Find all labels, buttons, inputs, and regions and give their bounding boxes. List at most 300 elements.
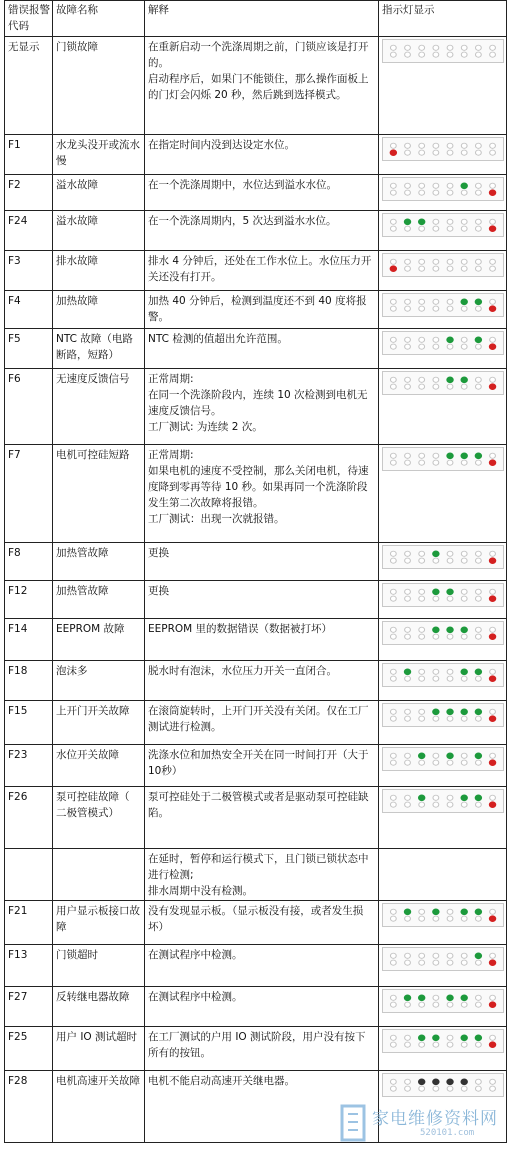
indicator-led-icon [461, 150, 467, 155]
indicator-led-icon [390, 377, 396, 382]
indicator-led-icon [419, 337, 425, 342]
indicator-led-icon [419, 377, 425, 382]
fault-code-table [4, 0, 507, 1143]
fault-code: F8 [5, 543, 53, 581]
indicator-led-icon [447, 802, 453, 807]
indicator-led-icon [489, 306, 495, 312]
fault-description: 排水 4 分钟后，还处在工作水位上。水位压力开关还没有打开。 [145, 251, 379, 291]
fault-name: 电机高速开关故障 [53, 1071, 145, 1143]
indicator-led-icon [405, 551, 411, 556]
fault-description: 电机不能启动高速开关继电器。 [145, 1071, 379, 1143]
indicator-led-icon [405, 1086, 411, 1091]
table-header-row [5, 1, 507, 37]
indicator-led-icon [490, 299, 496, 304]
indicator-led-icon [475, 384, 481, 389]
indicator-led-icon [405, 960, 411, 965]
indicator-led-icon [419, 596, 425, 601]
indicator-panel [382, 545, 504, 569]
fault-description: 在重新启动一个洗涤周期之前，门锁应该是打开的。 启动程序后，如果门不能锁住，那么操作面板上的门灯会闪烁 20 秒，然后跳到选择模式。 [145, 37, 379, 135]
indicator-led-icon [461, 1079, 467, 1085]
indicator-led-icon [390, 1086, 396, 1091]
fault-description: 在工厂测试的户用 IO 测试阶段，用户没有按下所有的按钮。 [145, 1027, 379, 1071]
indicator-led-icon [433, 259, 439, 264]
indicator-led-icon [475, 960, 481, 965]
indicator-led-icon [390, 916, 396, 921]
indicator-panel [382, 293, 504, 317]
indicator-led-icon [433, 795, 439, 800]
indicator-led-icon [461, 669, 467, 675]
indicator-led-icon [405, 377, 411, 382]
indicator-led-icon [475, 802, 481, 807]
indicator-led-icon [447, 795, 453, 800]
indicator-led-icon [390, 1035, 396, 1040]
fault-code: 无显示 [5, 37, 53, 135]
indicator-led-icon [475, 551, 481, 556]
fault-code: F4 [5, 291, 53, 329]
fault-description: 脱水时有泡沫，水位压力开关一直闭合。 [145, 661, 379, 701]
indicator-led-icon [433, 551, 439, 557]
header-code: 错误报警代码 [5, 1, 53, 37]
indicator-led-icon [447, 676, 453, 681]
indicator-led-icon [447, 760, 453, 765]
indicator-led-icon [419, 960, 425, 965]
indicator-led-icon [447, 1002, 453, 1007]
fault-code: F13 [5, 945, 53, 987]
indicator-led-icon [405, 1079, 411, 1084]
indicator-led-icon [475, 226, 481, 231]
indicator-led-icon [433, 716, 439, 721]
indicator-led-icon [475, 716, 481, 721]
indicator-led-icon [405, 1035, 411, 1040]
indicator-led-icon [490, 45, 496, 50]
fault-name: 用户显示板接口故障 [53, 901, 145, 945]
fault-name: 泡沫多 [53, 661, 145, 701]
indicator-led-icon [390, 226, 396, 231]
indicator-led-icon [418, 1035, 424, 1041]
indicator-led-icon [489, 634, 495, 640]
table-row [5, 619, 507, 661]
indicator-led-icon [461, 753, 467, 758]
fault-name: 电机可控硅短路 [53, 445, 145, 543]
indicator-led-icon [390, 709, 396, 714]
indicator-led-icon [433, 909, 439, 915]
indicator-led-icon [447, 219, 453, 224]
indicator-led-icon [433, 709, 439, 715]
indicator-led-icon [405, 760, 411, 765]
fault-description: NTC 检测的值超出允许范围。 [145, 329, 379, 369]
indicator-led-icon [419, 460, 425, 465]
indicator-led-icon [433, 337, 439, 342]
indicator-led-icon [433, 676, 439, 681]
indicator-led-icon [447, 183, 453, 188]
indicator-led-icon [433, 953, 439, 958]
indicator-led-icon [419, 266, 425, 271]
indicator-led-icon [447, 953, 453, 958]
indicator-led-icon [390, 953, 396, 958]
indicator-led-icon [490, 1086, 496, 1091]
indicator-led-icon [490, 143, 496, 148]
indicator-led-icon [447, 1042, 453, 1047]
indicator-panel [382, 747, 504, 771]
indicator-led-icon [461, 337, 467, 342]
indicator-led-icon [419, 143, 425, 148]
indicator-led-icon [419, 916, 425, 921]
indicator-led-icon [433, 558, 439, 563]
indicator-led-icon [490, 795, 496, 800]
indicator-led-icon [390, 760, 396, 765]
indicator-panel [382, 621, 504, 645]
indicator-led-icon [405, 190, 411, 195]
indicator-led-icon [419, 627, 425, 632]
watermark-url: 520101.com [420, 1128, 475, 1138]
indicator-led-icon [461, 709, 467, 715]
indicator-led-icon [489, 226, 495, 232]
indicator-led-icon [419, 716, 425, 721]
indicator-led-icon [475, 953, 481, 959]
indicator-led-icon [390, 344, 396, 349]
fault-description: 在滚筒旋转时，上开门开关没有关闭。仅在工厂测试进行检测。 [145, 701, 379, 745]
indicator-led-icon [461, 627, 467, 633]
indicator-led-icon [490, 150, 496, 155]
indicator-led-icon [461, 52, 467, 57]
indicator-led-icon [490, 1079, 496, 1084]
indicator-led-icon [461, 676, 467, 681]
indicator-led-icon [447, 453, 453, 459]
indicator-panel [382, 663, 504, 687]
indicator-led-icon [490, 953, 496, 958]
table-row [5, 661, 507, 701]
indicator-cell [379, 543, 507, 581]
indicator-led-icon [390, 551, 396, 556]
indicator-led-icon [390, 266, 396, 272]
indicator-led-icon [475, 669, 481, 675]
indicator-led-icon [461, 716, 467, 721]
indicator-led-icon [489, 384, 495, 390]
fault-name: 溢水故障 [53, 175, 145, 211]
indicator-led-icon [433, 634, 439, 639]
indicator-led-icon [461, 960, 467, 965]
indicator-led-icon [475, 760, 481, 765]
indicator-led-icon [405, 634, 411, 639]
indicator-led-icon [475, 1042, 481, 1047]
indicator-led-icon [405, 150, 411, 155]
fault-name: 溢水故障 [53, 211, 145, 251]
indicator-led-icon [419, 183, 425, 188]
indicator-led-icon [405, 143, 411, 148]
indicator-led-icon [489, 802, 495, 808]
indicator-led-icon [489, 190, 495, 196]
fault-description: 在测试程序中检测。 [145, 987, 379, 1027]
fault-code: F7 [5, 445, 53, 543]
indicator-led-icon [390, 45, 396, 50]
fault-name: 用户 IO 测试超时 [53, 1027, 145, 1071]
indicator-led-icon [418, 795, 424, 801]
indicator-led-icon [490, 1035, 496, 1040]
indicator-led-icon [461, 453, 467, 459]
indicator-led-icon [447, 344, 453, 349]
table-row [5, 787, 507, 849]
indicator-led-icon [475, 52, 481, 57]
fault-name: 反转继电器故障 [53, 987, 145, 1027]
indicator-led-icon [461, 299, 467, 305]
indicator-led-icon [447, 226, 453, 231]
table-row [5, 135, 507, 175]
indicator-panel [382, 371, 504, 395]
indicator-cell [379, 787, 507, 849]
indicator-led-icon [461, 344, 467, 349]
indicator-led-icon [475, 460, 481, 465]
indicator-led-icon [461, 377, 467, 383]
indicator-cell [379, 661, 507, 701]
indicator-led-icon [433, 190, 439, 195]
indicator-led-icon [447, 916, 453, 921]
indicator-led-icon [447, 52, 453, 57]
indicator-led-icon [447, 960, 453, 965]
indicator-led-icon [490, 453, 496, 458]
indicator-led-icon [390, 753, 396, 758]
indicator-led-icon [419, 150, 425, 155]
indicator-led-icon [489, 1042, 495, 1048]
indicator-led-icon [447, 190, 453, 195]
table-row [5, 175, 507, 211]
indicator-led-icon [475, 306, 481, 311]
indicator-panel [382, 789, 504, 813]
indicator-led-icon [418, 1079, 424, 1085]
indicator-led-icon [433, 995, 439, 1000]
fault-name: 门锁故障 [53, 37, 145, 135]
fault-description: EEPROM 里的数据错误（数据被打坏） [145, 619, 379, 661]
indicator-led-icon [475, 183, 481, 188]
indicator-led-icon [461, 384, 467, 389]
indicator-led-icon [405, 337, 411, 342]
indicator-led-icon [405, 589, 411, 594]
fault-name: 无速度反馈信号 [53, 369, 145, 445]
indicator-led-icon [475, 709, 481, 715]
fault-name: 加热故障 [53, 291, 145, 329]
indicator-led-icon [433, 1086, 439, 1091]
indicator-panel [382, 1073, 504, 1097]
indicator-led-icon [405, 266, 411, 271]
indicator-led-icon [490, 219, 496, 224]
indicator-led-icon [447, 1035, 453, 1040]
indicator-led-icon [419, 634, 425, 639]
indicator-led-icon [461, 760, 467, 765]
indicator-led-icon [475, 344, 481, 349]
table-row [5, 1027, 507, 1071]
indicator-cell [379, 701, 507, 745]
indicator-led-icon [447, 377, 453, 383]
fault-description: 正常周期: 如果电机的速度不受控制，那么关闭电机，待速度降到零再等待 10 秒。如果再同一个洗涤阶段发生第二次故障将报错。 工厂测试：出现一次就报错。 [145, 445, 379, 543]
indicator-led-icon [475, 453, 481, 459]
fault-code: F12 [5, 581, 53, 619]
indicator-led-icon [433, 627, 439, 633]
table-row [5, 745, 507, 787]
indicator-panel [382, 39, 504, 63]
indicator-led-icon [475, 916, 481, 921]
indicator-led-icon [433, 669, 439, 674]
indicator-led-icon [390, 460, 396, 465]
indicator-led-icon [419, 1042, 425, 1047]
indicator-panel [382, 253, 504, 277]
indicator-panel [382, 583, 504, 607]
indicator-led-icon [447, 716, 453, 721]
table-body [5, 37, 507, 1143]
indicator-led-icon [404, 219, 410, 225]
indicator-led-icon [390, 150, 396, 156]
indicator-led-icon [490, 909, 496, 914]
fault-name: EEPROM 故障 [53, 619, 145, 661]
indicator-led-icon [405, 306, 411, 311]
indicator-led-icon [490, 377, 496, 382]
indicator-led-icon [447, 306, 453, 311]
table-row [5, 211, 507, 251]
indicator-led-icon [490, 551, 496, 556]
indicator-panel [382, 1029, 504, 1053]
indicator-led-icon [390, 52, 396, 57]
indicator-led-icon [475, 1079, 481, 1084]
indicator-cell [379, 987, 507, 1027]
indicator-panel [382, 213, 504, 237]
indicator-led-icon [405, 716, 411, 721]
indicator-cell [379, 901, 507, 945]
indicator-led-icon [490, 627, 496, 632]
indicator-led-icon [419, 190, 425, 195]
indicator-led-icon [419, 226, 425, 231]
fault-code: F6 [5, 369, 53, 445]
fault-description: 在延时，暂停和运行模式下，且门锁已锁状态中进行检测; 排水周期中没有检测。 [145, 849, 379, 901]
indicator-led-icon [433, 960, 439, 965]
indicator-led-icon [461, 953, 467, 958]
fault-code: F25 [5, 1027, 53, 1071]
indicator-panel [382, 903, 504, 927]
indicator-led-icon [447, 551, 453, 556]
header-name: 故障名称 [53, 1, 145, 37]
indicator-led-icon [447, 909, 453, 914]
fault-name: 加热管故障 [53, 543, 145, 581]
table-row [5, 329, 507, 369]
indicator-led-icon [390, 306, 396, 311]
indicator-led-icon [419, 558, 425, 563]
indicator-cell [379, 849, 507, 901]
indicator-led-icon [390, 219, 396, 224]
indicator-led-icon [433, 45, 439, 50]
indicator-led-icon [433, 916, 439, 921]
indicator-led-icon [419, 760, 425, 765]
indicator-led-icon [490, 266, 496, 271]
indicator-panel [382, 703, 504, 727]
indicator-led-icon [433, 150, 439, 155]
indicator-panel [382, 331, 504, 355]
fault-code: F2 [5, 175, 53, 211]
indicator-cell [379, 369, 507, 445]
fault-description: 在一个洗涤周期内，5 次达到溢水水位。 [145, 211, 379, 251]
indicator-led-icon [419, 52, 425, 57]
indicator-led-icon [433, 266, 439, 271]
fault-description: 在测试程序中检测。 [145, 945, 379, 987]
indicator-led-icon [461, 259, 467, 264]
indicator-led-icon [447, 627, 453, 633]
indicator-led-icon [405, 453, 411, 458]
indicator-led-icon [433, 1035, 439, 1041]
indicator-led-icon [475, 150, 481, 155]
indicator-led-icon [433, 219, 439, 224]
fault-description: 在一个洗涤周期中，水位达到溢水水位。 [145, 175, 379, 211]
fault-code: F21 [5, 901, 53, 945]
table-row [5, 445, 507, 543]
indicator-led-icon [405, 384, 411, 389]
fault-code: F24 [5, 211, 53, 251]
indicator-led-icon [419, 1086, 425, 1091]
indicator-led-icon [404, 995, 410, 1001]
table-row [5, 581, 507, 619]
indicator-led-icon [475, 995, 481, 1000]
indicator-led-icon [475, 558, 481, 563]
table-row [5, 849, 507, 901]
indicator-led-icon [490, 995, 496, 1000]
fault-name: 水位开关故障 [53, 745, 145, 787]
indicator-led-icon [419, 306, 425, 311]
indicator-cell [379, 445, 507, 543]
indicator-led-icon [419, 709, 425, 714]
fault-name: 水龙头没开或流水慢 [53, 135, 145, 175]
indicator-led-icon [475, 259, 481, 264]
indicator-cell [379, 1027, 507, 1071]
indicator-led-icon [447, 259, 453, 264]
indicator-led-icon [405, 226, 411, 231]
indicator-led-icon [475, 753, 481, 759]
fault-description: 更换 [145, 543, 379, 581]
indicator-led-icon [405, 802, 411, 807]
fault-code: F28 [5, 1071, 53, 1143]
indicator-led-icon [419, 589, 425, 594]
fault-code: F27 [5, 987, 53, 1027]
indicator-led-icon [461, 1002, 467, 1007]
indicator-led-icon [390, 596, 396, 601]
indicator-led-icon [475, 299, 481, 305]
fault-code: F23 [5, 745, 53, 787]
fault-code: F26 [5, 787, 53, 849]
indicator-led-icon [390, 259, 396, 264]
indicator-led-icon [447, 299, 453, 304]
indicator-led-icon [405, 1002, 411, 1007]
fault-code: F3 [5, 251, 53, 291]
indicator-led-icon [475, 596, 481, 601]
indicator-cell [379, 175, 507, 211]
indicator-led-icon [390, 669, 396, 674]
indicator-led-icon [418, 219, 424, 225]
indicator-led-icon [405, 45, 411, 50]
indicator-led-icon [390, 1002, 396, 1007]
indicator-led-icon [390, 384, 396, 389]
fault-description: 没有发现显示板。（显示板没有接，或者发生损坏） [145, 901, 379, 945]
indicator-led-icon [490, 52, 496, 57]
indicator-led-icon [390, 634, 396, 639]
indicator-led-icon [447, 45, 453, 50]
indicator-led-icon [461, 226, 467, 231]
indicator-led-icon [390, 802, 396, 807]
indicator-led-icon [419, 384, 425, 389]
table-row [5, 945, 507, 987]
indicator-led-icon [475, 190, 481, 195]
indicator-led-icon [475, 266, 481, 271]
indicator-led-icon [489, 960, 495, 966]
indicator-led-icon [405, 916, 411, 921]
table-row [5, 369, 507, 445]
indicator-led-icon [461, 596, 467, 601]
fault-description: 正常周期: 在同一个洗涤阶段内，连续 10 次检测到电机无速度反馈信号。 工厂测试: 为连续 2 次。 [145, 369, 379, 445]
indicator-led-icon [490, 183, 496, 188]
indicator-led-icon [489, 558, 495, 564]
